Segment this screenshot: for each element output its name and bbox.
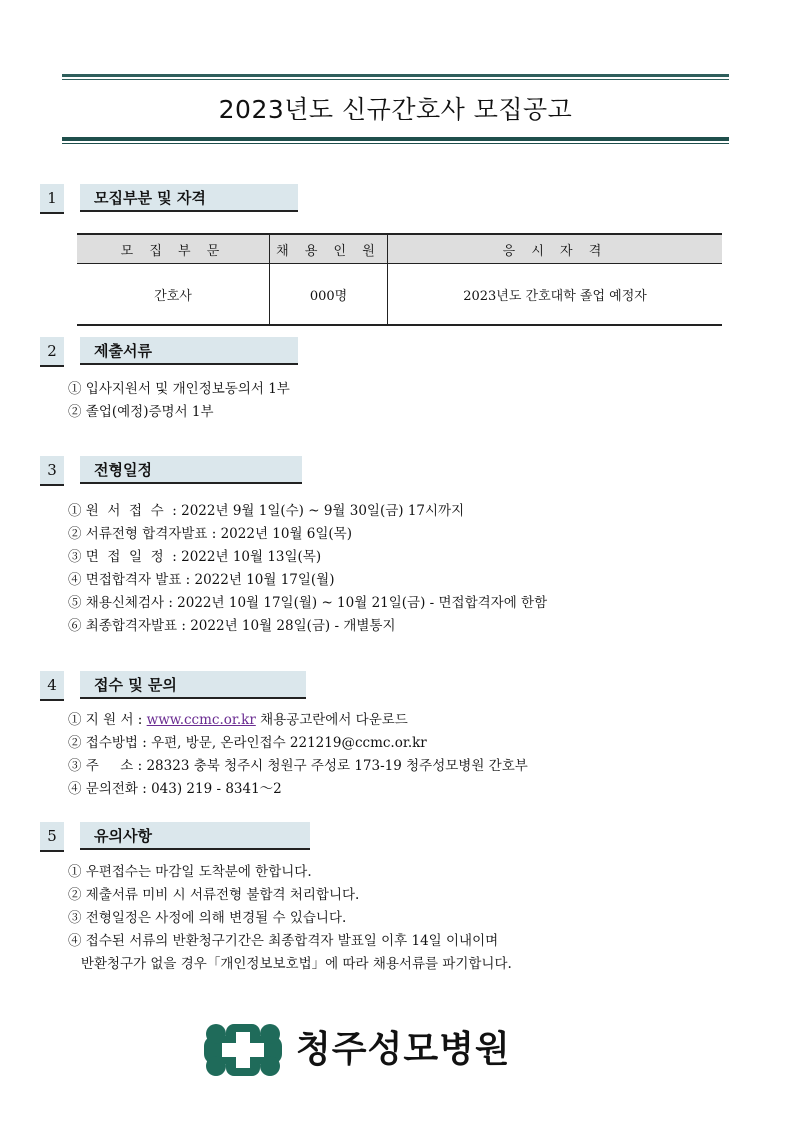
list-item: ① 입사지원서 및 개인정보동의서 1부 bbox=[68, 381, 290, 397]
section-number: 5 bbox=[40, 822, 64, 852]
list-item: ② 서류전형 합격자발표 : 2022년 10월 6일(목) bbox=[68, 526, 352, 542]
section-label: 제출서류 bbox=[80, 337, 298, 365]
page-title: 2023년도 신규간호사 모집공고 bbox=[218, 95, 573, 124]
list-item: ② 제출서류 미비 시 서류전형 불합격 처리합니다. bbox=[68, 887, 360, 903]
section-label: 전형일정 bbox=[80, 456, 302, 484]
section-number: 2 bbox=[40, 337, 64, 367]
section-label: 접수 및 문의 bbox=[80, 671, 306, 699]
section-number: 3 bbox=[40, 456, 64, 486]
documents-list bbox=[68, 378, 290, 424]
section-label: 모집부분 및 자격 bbox=[80, 184, 298, 212]
list-item: ③ 면 접 일 정 : 2022년 10월 13일(목) bbox=[68, 549, 322, 565]
section-number: 4 bbox=[40, 671, 64, 701]
hospital-name-logo: 청주성모병원 bbox=[296, 1029, 511, 1070]
notes-list bbox=[68, 861, 512, 976]
list-item: ② 졸업(예정)증명서 1부 bbox=[68, 404, 214, 420]
table-cell: 000명 bbox=[270, 264, 388, 326]
list-item: ① 우편접수는 마감일 도착분에 한합니다. bbox=[68, 864, 312, 880]
hospital-logo bbox=[200, 1022, 568, 1078]
apply-prefix: ① 지 원 서 : bbox=[68, 712, 147, 728]
contact-list bbox=[68, 709, 528, 801]
list-item bbox=[68, 709, 528, 732]
website-link[interactable]: www.ccmc.or.kr bbox=[146, 712, 256, 728]
apply-suffix: 채용공고란에서 다운로드 bbox=[255, 712, 408, 728]
table-header: 채 용 인 원 bbox=[270, 234, 388, 264]
list-item: ① 원 서 접 수 : 2022년 9월 1일(수) ~ 9월 30일(금) 17시까지 bbox=[68, 503, 465, 519]
section-number: 1 bbox=[40, 184, 64, 214]
list-item: ④ 면접합격자 발표 : 2022년 10월 17일(월) bbox=[68, 572, 335, 588]
section-label: 유의사항 bbox=[80, 822, 310, 850]
title-rule-top-thin bbox=[62, 79, 729, 80]
title-rule-bottom-thin bbox=[62, 143, 729, 144]
list-item: ⑤ 채용신체검사 : 2022년 10월 17일(월) ~ 10월 21일(금) - 면접합격자에 한함 bbox=[68, 595, 548, 611]
table-header: 응 시 자 격 bbox=[388, 234, 723, 264]
list-item: ④ 문의전화 : 043) 219 - 8341～2 bbox=[68, 781, 282, 797]
table-header: 모 집 부 문 bbox=[77, 234, 270, 264]
list-item: 반환청구가 없을 경우「개인정보보호법」에 따라 채용서류를 파기합니다. bbox=[68, 956, 512, 972]
table-cell: 간호사 bbox=[77, 264, 270, 326]
recruitment-table bbox=[77, 233, 722, 326]
table-row bbox=[77, 264, 722, 326]
title-rule-bottom bbox=[62, 137, 729, 141]
list-item: ③ 전형일정은 사정에 의해 변경될 수 있습니다. bbox=[68, 910, 347, 926]
list-item: ⑥ 최종합격자발표 : 2022년 10월 28일(금) - 개별통지 bbox=[68, 618, 396, 634]
schedule-list bbox=[68, 500, 547, 638]
list-item: ④ 접수된 서류의 반환청구기간은 최종합격자 발표일 이후 14일 이내이며 bbox=[68, 933, 499, 949]
table-cell: 2023년도 간호대학 졸업 예정자 bbox=[388, 264, 723, 326]
list-item: ② 접수방법 : 우편, 방문, 온라인접수 221219@ccmc.or.kr bbox=[68, 735, 427, 751]
list-item: ③ 주 소 : 28323 충북 청주시 청원구 주성로 173-19 청주성모병원 간호부 bbox=[68, 758, 528, 774]
title-rule-top bbox=[62, 74, 729, 77]
cross-emblem-icon bbox=[200, 1022, 286, 1078]
table-header-row bbox=[77, 234, 722, 264]
